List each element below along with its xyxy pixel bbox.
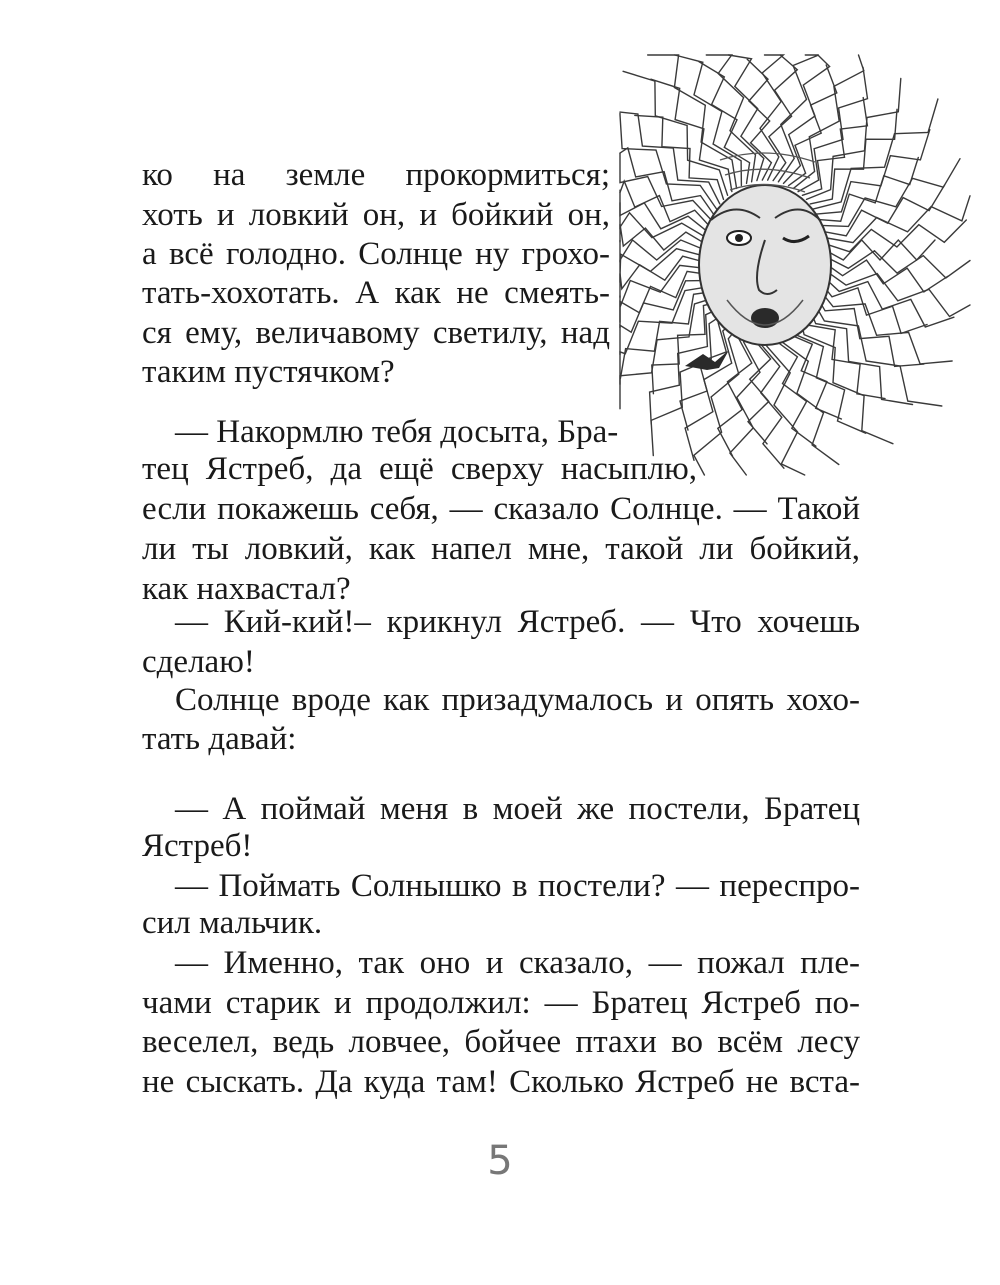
hair-strand xyxy=(798,67,867,191)
hair-strand xyxy=(635,115,724,199)
text-line: — Поймать Солнышко в постели? — переспро- xyxy=(175,868,860,904)
hair-strand xyxy=(789,65,837,186)
text-line: Солнце вроде как призадумалось и опять хохо- xyxy=(175,682,860,718)
text-line: ся ему, величавому светилу, над xyxy=(142,315,610,351)
text-line: — Именно, так оно и сказало, — пожал пле- xyxy=(175,945,860,981)
text-line: Ястреб! xyxy=(142,828,253,864)
text-line: а всё голодно. Солнце ну грохо- xyxy=(142,236,610,272)
text-line: сил мальчик. xyxy=(142,905,323,941)
text-line: ли ты ловкий, как напел мне, такой ли бойкий, xyxy=(142,531,860,567)
text-line: ко на земле прокормиться; xyxy=(142,157,610,193)
text-line: — А поймай меня в моей же постели, Братец xyxy=(175,791,860,827)
page-number: 5 xyxy=(487,1138,513,1184)
hair-strand xyxy=(802,98,867,196)
text-line: тец Ястреб, да ещё сверху насыплю, xyxy=(142,451,697,487)
text-line: чами старик и продолжил: — Братец Ястреб по- xyxy=(142,985,860,1021)
hair-strand xyxy=(706,55,755,182)
text-line: — Кий-кий!– крикнул Ястреб. — Что хочешь xyxy=(175,604,860,640)
hair-strand xyxy=(620,240,705,260)
text-line: хоть и ловкий он, и бойкий он, xyxy=(142,197,610,233)
hair-strand xyxy=(823,185,945,236)
hair-strand xyxy=(810,109,897,204)
text-line: веселел, ведь ловчее, бойчее птахи во всём лесу xyxy=(142,1024,860,1060)
text-line: тать-хохотать. А как не смеять- xyxy=(142,275,610,311)
hair-strand xyxy=(620,249,705,283)
text-line: сделаю! xyxy=(142,644,255,680)
hair-strand xyxy=(819,158,918,222)
text-line: — Накормлю тебя досыта, Бра- xyxy=(175,414,619,450)
hair-strand xyxy=(769,55,797,181)
hair-strand xyxy=(620,280,711,354)
text-line: тать давай: xyxy=(142,721,297,757)
sun-face-illustration xyxy=(615,50,975,480)
text-line: таким пустячком? xyxy=(142,354,395,390)
text-line: как нахвастал? xyxy=(142,571,351,607)
hair-strand xyxy=(620,112,720,204)
text-line: не сыскать. Да куда там! Сколько Ястреб не вста- xyxy=(142,1064,860,1100)
text-line: если покажешь себя, — сказало Солнце. — Такой xyxy=(142,491,860,527)
